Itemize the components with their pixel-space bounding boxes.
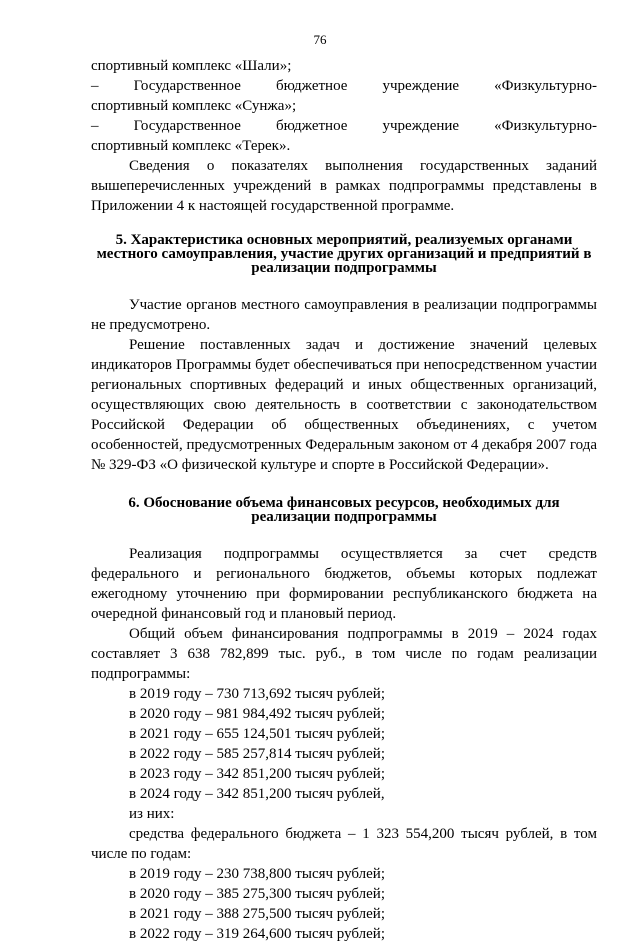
- section-5-paragraph-2: Решение поставленных задач и достижение значений целевых индикаторов Программы будет обеспечиваться при непосредственном участии региональных спортивных федераций и иных общественных организаций, осуществляющих свою деятельность в соответствии с законодательством Российской Федерации об общественных объединениях, с учетом особенностей, предусмотренных Федеральным законом от 4 декабря 2007 года № 329-ФЗ «О физической культуре и спорте в Российской Федерации».: [91, 337, 597, 473]
- list-item: в 2020 году – 981 984,492 тысяч рублей;: [129, 706, 385, 722]
- state-tasks-paragraph: Сведения о показателях выполнения государственных заданий вышеперечисленных учреждений в рамках подпрограммы представлены в Приложении 4 к настоящей государственной программе.: [91, 158, 597, 214]
- page-number: 76: [313, 32, 327, 47]
- list-item: в 2022 году – 585 257,814 тысяч рублей;: [129, 746, 385, 762]
- institution-line: спортивный комплекс «Сунжа»;: [91, 98, 297, 114]
- federal-funding-list: [91, 864, 597, 944]
- section-5-heading: 5. Характеристика основных мероприятий, реализуемых органами местного самоуправления, участие других организаций и предприятий в реализации подпрограммы: [96, 232, 592, 276]
- institution-item: [91, 76, 597, 116]
- list-item: в 2019 году – 230 738,800 тысяч рублей;: [129, 866, 385, 882]
- section-6-paragraph-1: Реализация подпрограммы осуществляется за счет средств федерального и регионального бюджетов, объемы которых подлежат ежегодному уточнению при формировании республиканского бюджета на очередной финансовый год и плановый период.: [91, 546, 597, 622]
- list-item: в 2021 году – 388 275,500 тысяч рублей;: [129, 906, 385, 922]
- list-item: в 2023 году – 342 851,200 тысяч рублей;: [129, 766, 385, 782]
- institution-line: – Государственное бюджетное учреждение «Физкультурно-: [91, 118, 597, 134]
- section-6-paragraph-2: Общий объем финансирования подпрограммы в 2019 – 2024 годах составляет 3 638 782,899 тыс. руб., в том числе по годам реализации подпрограммы:: [91, 626, 597, 682]
- institution-line: спортивный комплекс «Терек».: [91, 138, 291, 154]
- list-item: в 2021 году – 655 124,501 тысяч рублей;: [129, 726, 385, 742]
- institution-item: [91, 116, 597, 156]
- document-body: [91, 56, 597, 944]
- section-6-heading: 6. Обоснование объема финансовых ресурсов, необходимых для реализации подпрограммы: [128, 495, 560, 525]
- section-5-paragraph-1: Участие органов местного самоуправления в реализации подпрограммы не предусмотрено.: [91, 297, 597, 333]
- list-item: в 2022 году – 319 264,600 тысяч рублей;: [129, 926, 385, 942]
- list-item: в 2024 году – 342 851,200 тысяч рублей,: [129, 786, 385, 802]
- of-them-label: из них:: [129, 806, 175, 822]
- list-item: в 2020 году – 385 275,300 тысяч рублей;: [129, 886, 385, 902]
- federal-funds-paragraph: средства федерального бюджета – 1 323 554,200 тысяч рублей, в том числе по годам:: [91, 826, 597, 862]
- list-item: в 2019 году – 730 713,692 тысяч рублей;: [129, 686, 385, 702]
- institution-line: – Государственное бюджетное учреждение «Физкультурно-: [91, 78, 597, 94]
- intro-fragment: спортивный комплекс «Шали»;: [91, 58, 292, 74]
- total-funding-list: [91, 684, 597, 804]
